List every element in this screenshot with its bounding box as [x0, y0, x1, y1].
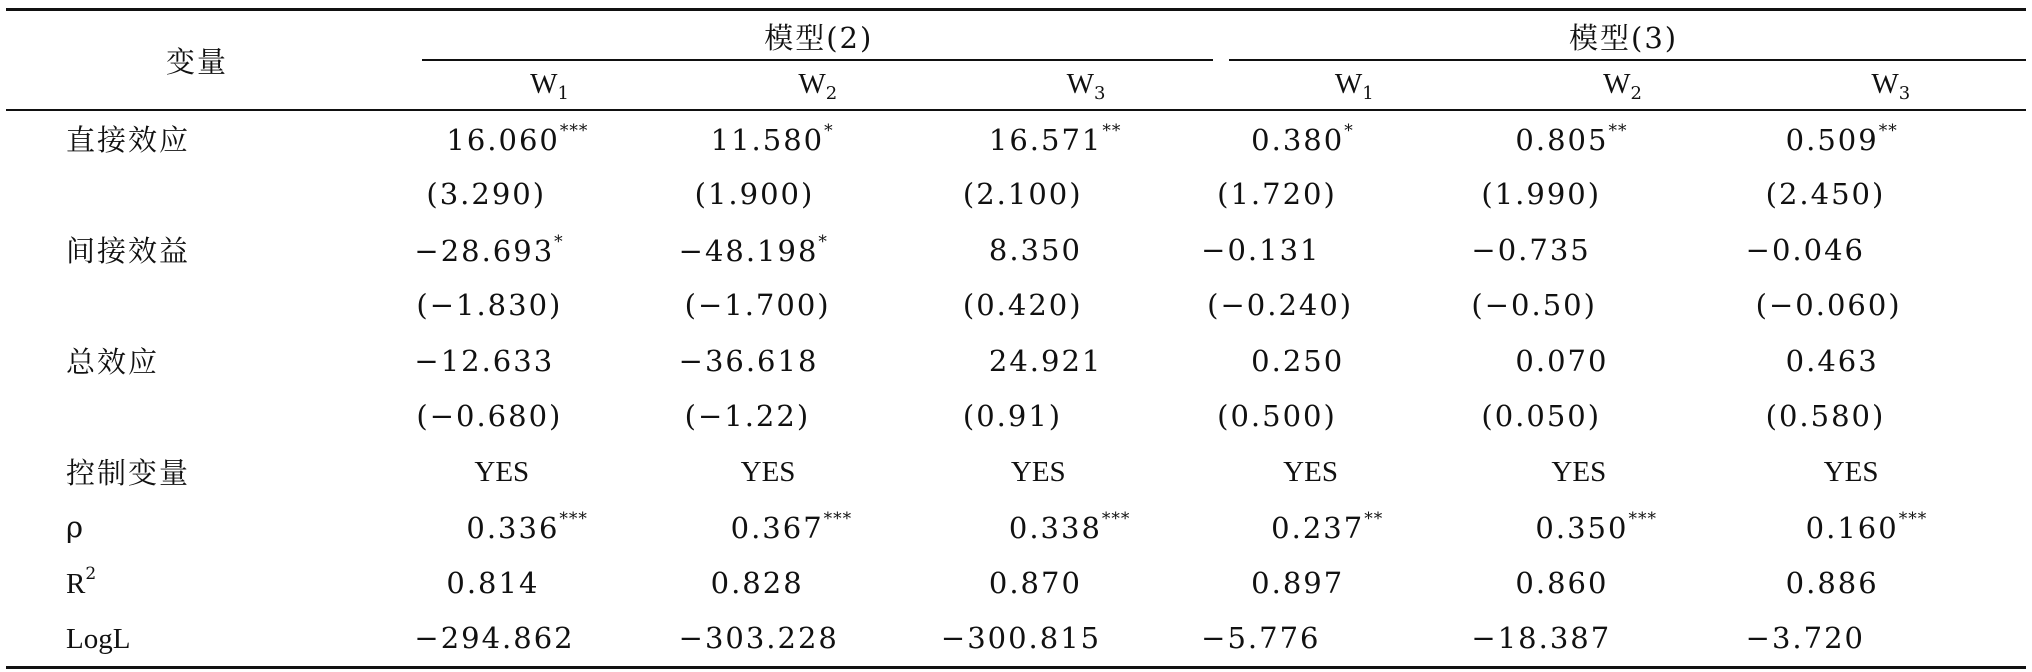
model2-header [416, 10, 1221, 62]
value-cell [1758, 389, 2026, 445]
value-text: 0.350 [1535, 511, 1629, 546]
value-text: 0.509 [1785, 122, 1879, 157]
value-text: 0.897 [1251, 565, 1345, 600]
w-base: W [798, 68, 826, 100]
model2-label: 模型(2) [764, 20, 874, 55]
value-text: (3.290) [426, 177, 547, 212]
value-text: 0.237 [1271, 511, 1365, 546]
value-text: −0.131 [1201, 232, 1321, 267]
value-cell [953, 555, 1221, 611]
value-text: 0.870 [988, 565, 1082, 600]
table-row [6, 222, 2026, 278]
value-cell [416, 555, 684, 611]
value-cell [685, 444, 953, 500]
row-label-text: 直接效应 [66, 123, 191, 158]
row-label-text: 总效应 [66, 345, 160, 380]
table-row [6, 444, 2026, 500]
model3-header [1221, 10, 2026, 62]
value-text: (−1.830) [416, 288, 563, 323]
row-label [6, 333, 416, 389]
row-label [6, 611, 416, 668]
significance-stars: ** [1364, 509, 1384, 530]
value-cell [685, 110, 953, 167]
value-cell [953, 278, 1221, 334]
value-cell [953, 500, 1221, 556]
value-text: 0.367 [730, 511, 824, 546]
w-base: W [530, 68, 558, 100]
value-text: (2.450) [1765, 177, 1886, 212]
value-text: 16.060 [446, 122, 560, 157]
value-text: −3.720 [1745, 621, 1865, 656]
w-subscript: 1 [1362, 83, 1376, 104]
value-text: (0.050) [1481, 399, 1602, 434]
value-cell [416, 222, 684, 278]
value-cell [953, 333, 1221, 389]
significance-stars: * [824, 120, 834, 141]
value-cell [1758, 444, 2026, 500]
w-column-header [685, 61, 953, 110]
value-cell [1758, 500, 2026, 556]
value-cell [685, 500, 953, 556]
value-text: (1.720) [1217, 177, 1337, 212]
value-cell [1755, 278, 2026, 334]
value-text: (−1.22) [684, 399, 811, 434]
value-text: 0.336 [466, 511, 560, 546]
value-text: −294.862 [414, 621, 575, 656]
value-text: 0.814 [446, 565, 540, 600]
table-row [6, 167, 2026, 223]
value-cell [416, 500, 684, 556]
value-cell [1745, 222, 2026, 278]
table-row [6, 333, 2026, 389]
significance-stars: *** [1628, 509, 1657, 530]
value-text: 0.070 [1515, 343, 1609, 378]
model3-label: 模型(3) [1569, 20, 1679, 55]
value-text: 0.805 [1515, 122, 1609, 157]
value-cell [416, 444, 684, 500]
row-label [6, 222, 416, 278]
significance-stars: ** [1102, 120, 1122, 141]
value-text: 8.350 [988, 232, 1082, 267]
value-text: 0.338 [1008, 511, 1102, 546]
value-cell [416, 278, 684, 334]
value-cell [1481, 167, 1757, 223]
model3-underline [1229, 59, 2026, 61]
significance-stars: * [818, 231, 828, 252]
significance-stars: *** [1898, 509, 1928, 530]
row-label-text: ρ [66, 510, 86, 545]
row-label [6, 500, 416, 556]
value-text: −300.815 [940, 621, 1102, 656]
value-text: YES [1823, 456, 1879, 489]
value-text: (1.990) [1481, 177, 1602, 212]
value-cell [1489, 110, 1757, 167]
regression-table [6, 8, 2026, 669]
significance-stars: ** [1608, 120, 1628, 141]
value-cell [685, 167, 953, 223]
value-cell [416, 167, 684, 223]
value-cell [1489, 333, 1757, 389]
value-text: (−0.50) [1471, 288, 1597, 323]
w-column-header [1489, 61, 1757, 110]
value-cell [953, 110, 1221, 167]
value-text: (0.91) [962, 399, 1063, 434]
value-text: −303.228 [678, 621, 839, 656]
value-cell [685, 389, 953, 445]
value-cell [1207, 278, 1489, 334]
value-text: YES [1551, 456, 1607, 489]
table-row [6, 555, 2026, 611]
value-cell [953, 167, 1221, 223]
value-text: 16.571 [988, 122, 1103, 157]
row-label-superscript: 2 [85, 564, 99, 585]
value-text: YES [740, 456, 796, 489]
row-label-text: LogL [66, 622, 131, 655]
value-text: YES [1283, 456, 1338, 489]
value-cell [685, 278, 953, 334]
value-text: −12.633 [414, 343, 555, 378]
value-cell [678, 611, 953, 668]
value-text: 0.463 [1785, 343, 1879, 378]
w-subscript: 1 [557, 83, 571, 104]
value-cell [685, 555, 953, 611]
significance-stars: *** [559, 509, 588, 530]
value-cell [416, 333, 684, 389]
row-label [6, 278, 416, 334]
row-label [6, 555, 416, 611]
value-cell [1481, 389, 1757, 445]
w-column-header [953, 61, 1221, 110]
row-label [6, 167, 416, 223]
w-subscript: 3 [1093, 83, 1108, 104]
value-text: −5.776 [1201, 621, 1321, 656]
value-text: 0.250 [1251, 343, 1345, 378]
row-label [6, 389, 416, 445]
value-cell [1471, 611, 1757, 668]
table-row [6, 110, 2026, 167]
w-subscript: 3 [1898, 83, 1913, 104]
value-cell [940, 611, 1221, 668]
value-cell [416, 389, 684, 445]
row-label [6, 110, 416, 167]
value-cell [678, 222, 953, 278]
value-text: 0.860 [1515, 565, 1609, 600]
significance-stars: * [1344, 120, 1354, 141]
value-text: −18.387 [1471, 621, 1612, 656]
value-cell [1758, 555, 2026, 611]
w-column-header [1221, 61, 1489, 110]
value-cell [1745, 611, 2026, 668]
variable-header: 变量 [6, 10, 416, 111]
value-cell [1471, 278, 1757, 334]
value-text: −0.046 [1745, 232, 1865, 267]
row-label [6, 444, 416, 500]
value-cell [1758, 167, 2026, 223]
value-cell [1221, 333, 1489, 389]
w-base: W [1603, 68, 1631, 100]
value-cell [1489, 555, 1757, 611]
value-text: (1.900) [694, 177, 815, 212]
table-body [6, 110, 2026, 668]
value-text: −48.198 [678, 233, 819, 268]
value-text: (0.500) [1217, 399, 1337, 434]
value-cell [953, 222, 1221, 278]
value-text: YES [474, 456, 530, 489]
table-header [6, 10, 2026, 111]
value-text: (2.100) [962, 177, 1083, 212]
value-text: (−0.680) [416, 399, 563, 434]
row-label-text: 间接效益 [66, 234, 191, 269]
value-cell [678, 333, 953, 389]
w-column-header [1758, 61, 2026, 110]
value-text: 11.580 [710, 122, 825, 157]
value-text: −0.735 [1471, 232, 1591, 267]
table-row [6, 278, 2026, 334]
significance-stars: ** [1878, 120, 1898, 141]
value-cell [1217, 389, 1489, 445]
table-row [6, 389, 2026, 445]
significance-stars: *** [559, 120, 589, 141]
row-label-text: R [66, 568, 86, 601]
value-text: 0.886 [1785, 565, 1879, 600]
w-base: W [1334, 68, 1363, 100]
value-cell [416, 611, 684, 668]
value-text: 0.828 [710, 565, 804, 600]
value-cell [953, 389, 1221, 445]
value-text: (−1.700) [684, 288, 831, 323]
value-cell [953, 444, 1221, 500]
w-base: W [1871, 68, 1899, 100]
table-row [6, 611, 2026, 668]
row-label-text: 控制变量 [66, 456, 191, 491]
value-cell [416, 110, 684, 167]
w-subscript: 2 [1630, 83, 1644, 104]
w-column-header [416, 61, 684, 110]
value-cell [1221, 500, 1489, 556]
value-cell [1221, 444, 1489, 500]
value-text: YES [1010, 456, 1066, 489]
significance-stars: * [554, 231, 564, 252]
value-cell [1201, 611, 1489, 668]
value-text: (0.420) [962, 288, 1083, 323]
value-cell [1489, 444, 1757, 500]
value-cell [1217, 167, 1489, 223]
value-cell [1758, 333, 2026, 389]
w-base: W [1066, 68, 1094, 100]
value-cell [1758, 110, 2026, 167]
value-cell [1221, 555, 1489, 611]
value-text: 0.380 [1251, 122, 1345, 157]
value-cell [1221, 110, 1489, 167]
value-text: −28.693 [414, 233, 555, 268]
table-row [6, 500, 2026, 556]
value-cell [1489, 500, 1757, 556]
value-text: (−0.240) [1207, 288, 1354, 323]
value-text: (0.580) [1765, 399, 1886, 434]
value-text: −36.618 [678, 343, 819, 378]
w-subscript: 2 [825, 83, 840, 104]
significance-stars: *** [823, 509, 853, 530]
value-cell [1471, 222, 1757, 278]
significance-stars: *** [1101, 509, 1131, 530]
model2-underline [422, 59, 1213, 61]
value-text: 0.160 [1805, 511, 1899, 546]
value-text: 24.921 [988, 343, 1103, 378]
value-cell [1201, 222, 1489, 278]
value-text: (−0.060) [1755, 288, 1902, 323]
